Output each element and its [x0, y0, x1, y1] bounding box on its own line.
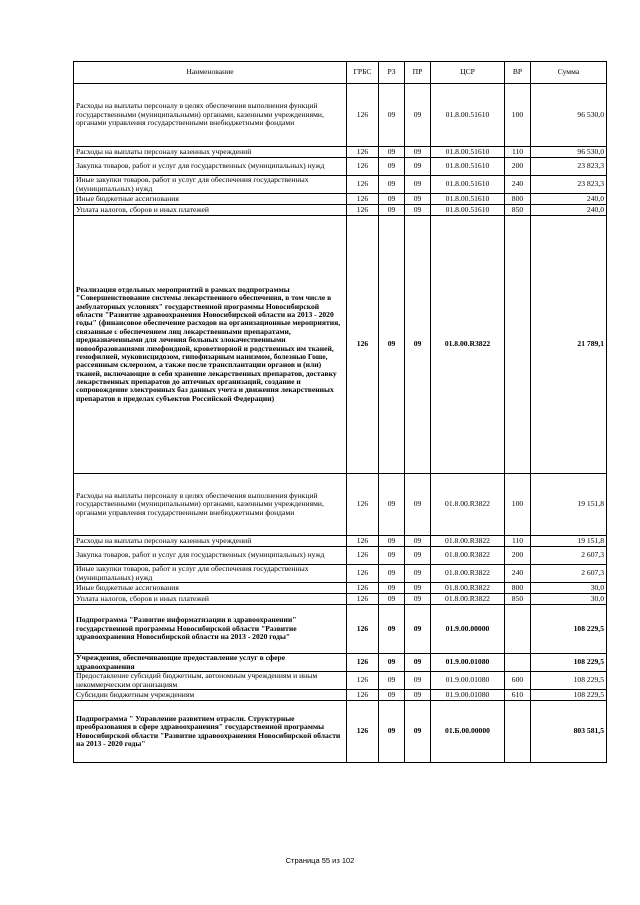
- cell-csr: 01.8.00.51610: [431, 205, 505, 216]
- cell-rz: 09: [379, 547, 405, 565]
- table-row: [74, 147, 607, 158]
- cell-grbs: 126: [347, 583, 379, 594]
- cell-grbs: 126: [347, 701, 379, 763]
- cell-sum: 23 823,3: [531, 158, 607, 176]
- table-row: [74, 547, 607, 565]
- header-rz: РЗ: [379, 62, 405, 84]
- cell-sum: 108 229,5: [531, 654, 607, 672]
- cell-rz: 09: [379, 176, 405, 194]
- cell-name: Подпрограмма " Управление развитием отрасли. Структурные преобразования в сфере здравоохранения" государственной программы Новосибирской области "Развитие здравоохранения Новосибирской области на 2013 - 2020 годы": [74, 701, 347, 763]
- table-row: [74, 216, 607, 474]
- cell-csr: 01.8.00.51610: [431, 194, 505, 205]
- cell-vr: 800: [505, 194, 531, 205]
- cell-grbs: 126: [347, 605, 379, 654]
- cell-sum: 108 229,5: [531, 672, 607, 690]
- cell-csr: 01.9.00.01080: [431, 672, 505, 690]
- cell-grbs: 126: [347, 690, 379, 701]
- cell-csr: 01.8.00.R3822: [431, 547, 505, 565]
- cell-pr: 09: [405, 147, 431, 158]
- header-sum: Сумма: [531, 62, 607, 84]
- cell-grbs: 126: [347, 672, 379, 690]
- cell-sum: 240,0: [531, 205, 607, 216]
- header-csr: ЦСР: [431, 62, 505, 84]
- cell-csr: 01.8.00.51610: [431, 84, 505, 147]
- cell-vr: [505, 654, 531, 672]
- cell-sum: 96 530,0: [531, 84, 607, 147]
- cell-sum: 96 530,0: [531, 147, 607, 158]
- cell-vr: 850: [505, 594, 531, 605]
- table-row: [74, 565, 607, 583]
- cell-pr: 09: [405, 594, 431, 605]
- cell-name: Иные закупки товаров, работ и услуг для обеспечения государственных (муниципальных) нужд: [74, 565, 347, 583]
- cell-csr: 01.9.00.01080: [431, 654, 505, 672]
- cell-name: Уплата налогов, сборов и иных платежей: [74, 594, 347, 605]
- table-row: [74, 176, 607, 194]
- cell-pr: 09: [405, 565, 431, 583]
- cell-pr: 09: [405, 205, 431, 216]
- cell-vr: [505, 701, 531, 763]
- cell-sum: 803 581,5: [531, 701, 607, 763]
- cell-grbs: 126: [347, 547, 379, 565]
- cell-grbs: 126: [347, 654, 379, 672]
- cell-csr: 01.Б.00.00000: [431, 701, 505, 763]
- cell-csr: 01.8.00.R3822: [431, 474, 505, 536]
- cell-name: Иные закупки товаров, работ и услуг для обеспечения государственных (муниципальных) нужд: [74, 176, 347, 194]
- cell-csr: 01.8.00.R3822: [431, 583, 505, 594]
- cell-name: Учреждения, обеспечивающие предоставление услуг в сфере здравоохранения: [74, 654, 347, 672]
- cell-pr: 09: [405, 84, 431, 147]
- table-row: [74, 583, 607, 594]
- cell-name: Иные бюджетные ассигнования: [74, 194, 347, 205]
- cell-name: Подпрограмма "Развитие информатизации в здравоохранении" государственной программы Новосибирской области "Развитие здравоохранения Новосибирской области на 2013 - 2020 годы": [74, 605, 347, 654]
- header-vr: ВР: [505, 62, 531, 84]
- cell-pr: 09: [405, 701, 431, 763]
- cell-pr: 09: [405, 194, 431, 205]
- page-footer: Страница 55 из 102: [285, 856, 355, 865]
- cell-pr: 09: [405, 605, 431, 654]
- cell-rz: 09: [379, 147, 405, 158]
- table-row: [74, 594, 607, 605]
- cell-sum: 108 229,5: [531, 690, 607, 701]
- cell-pr: 09: [405, 672, 431, 690]
- cell-pr: 09: [405, 583, 431, 594]
- cell-grbs: 126: [347, 194, 379, 205]
- header-grbs: ГРБС: [347, 62, 379, 84]
- cell-name: Уплата налогов, сборов и иных платежей: [74, 205, 347, 216]
- cell-csr: 01.8.00.51610: [431, 176, 505, 194]
- cell-csr: 01.9.00.01080: [431, 690, 505, 701]
- cell-rz: 09: [379, 205, 405, 216]
- cell-grbs: 126: [347, 147, 379, 158]
- cell-sum: 108 229,5: [531, 605, 607, 654]
- cell-grbs: 126: [347, 205, 379, 216]
- table-header-row: [74, 62, 607, 84]
- cell-vr: 610: [505, 690, 531, 701]
- cell-rz: 09: [379, 583, 405, 594]
- cell-vr: 800: [505, 583, 531, 594]
- cell-vr: 100: [505, 474, 531, 536]
- table-row: [74, 194, 607, 205]
- cell-csr: 01.8.00.R3822: [431, 594, 505, 605]
- table-row: [74, 672, 607, 690]
- cell-name: Закупка товаров, работ и услуг для государственных (муниципальных) нужд: [74, 158, 347, 176]
- cell-sum: 23 823,3: [531, 176, 607, 194]
- cell-vr: 110: [505, 536, 531, 547]
- cell-sum: 30,0: [531, 583, 607, 594]
- cell-grbs: 126: [347, 84, 379, 147]
- cell-grbs: 126: [347, 594, 379, 605]
- cell-name: Предоставление субсидий бюджетным, автономным учреждениям и иным некоммерческим организациям: [74, 672, 347, 690]
- table-row: [74, 205, 607, 216]
- cell-rz: 09: [379, 536, 405, 547]
- cell-sum: 240,0: [531, 194, 607, 205]
- cell-rz: 09: [379, 194, 405, 205]
- cell-vr: 850: [505, 205, 531, 216]
- cell-pr: 09: [405, 654, 431, 672]
- table-row: [74, 701, 607, 763]
- cell-rz: 09: [379, 216, 405, 474]
- cell-sum: 19 151,8: [531, 536, 607, 547]
- cell-name: Закупка товаров, работ и услуг для государственных (муниципальных) нужд: [74, 547, 347, 565]
- cell-pr: 09: [405, 690, 431, 701]
- cell-vr: 110: [505, 147, 531, 158]
- cell-vr: [505, 216, 531, 474]
- cell-csr: 01.8.00.R3822: [431, 565, 505, 583]
- table-row: [74, 536, 607, 547]
- cell-rz: 09: [379, 701, 405, 763]
- cell-pr: 09: [405, 158, 431, 176]
- cell-pr: 09: [405, 536, 431, 547]
- cell-rz: 09: [379, 605, 405, 654]
- cell-sum: 2 607,3: [531, 547, 607, 565]
- cell-name: Расходы на выплаты персоналу в целях обеспечения выполнения функций государственными (муниципальными) органами, казенными учреждениями, органами управления государственными внебюджетными фондами: [74, 474, 347, 536]
- cell-pr: 09: [405, 216, 431, 474]
- cell-csr: 01.8.00.51610: [431, 147, 505, 158]
- cell-rz: 09: [379, 474, 405, 536]
- table-row: [74, 158, 607, 176]
- table-row: [74, 605, 607, 654]
- cell-pr: 09: [405, 547, 431, 565]
- cell-rz: 09: [379, 84, 405, 147]
- table-row: [74, 654, 607, 672]
- cell-sum: 30,0: [531, 594, 607, 605]
- table-row: [74, 690, 607, 701]
- cell-name: Субсидии бюджетным учреждениям: [74, 690, 347, 701]
- cell-grbs: 126: [347, 158, 379, 176]
- cell-name: Иные бюджетные ассигнования: [74, 583, 347, 594]
- table-row: [74, 84, 607, 147]
- cell-rz: 09: [379, 672, 405, 690]
- cell-vr: [505, 605, 531, 654]
- cell-pr: 09: [405, 474, 431, 536]
- budget-table: [73, 61, 607, 763]
- cell-sum: 21 789,1: [531, 216, 607, 474]
- cell-vr: 200: [505, 158, 531, 176]
- header-pr: ПР: [405, 62, 431, 84]
- cell-pr: 09: [405, 176, 431, 194]
- cell-csr: 01.8.00.R3822: [431, 216, 505, 474]
- cell-grbs: 126: [347, 474, 379, 536]
- cell-name: Расходы на выплаты персоналу казенных учреждений: [74, 536, 347, 547]
- cell-sum: 19 151,8: [531, 474, 607, 536]
- cell-grbs: 126: [347, 536, 379, 547]
- header-name: Наименование: [74, 62, 347, 84]
- cell-csr: 01.8.00.51610: [431, 158, 505, 176]
- cell-vr: 200: [505, 547, 531, 565]
- cell-name: Реализация отдельных мероприятий в рамках подпрограммы "Совершенствование системы лекарственного обеспечения, в том числе в амбулаторных условиях" государственной программы Новосибирской области "Развитие здравоохранения Новосибирской области на 2013 - 2020 годы" (финансовое обеспечение расходов на организационные мероприятия, связанные с обеспечением лиц лекарственными препаратами, предназначенными для лечения больных злокачественными новообразованиями лимфоидной, кроветворной и родственных им тканей, гемофилией, муковисцидозом, гипофизарным нанизмом, болезнью Гоше, рассеянным склерозом, а также после трансплантации органов и (или) тканей, включающие в себя хранение лекарственных препаратов, доставку лекарственных препаратов до аптечных организаций, создание и сопровождение электронных баз данных учета и движения лекарственных препаратов в пределах субъектов Российской Федерации): [74, 216, 347, 474]
- cell-grbs: 126: [347, 565, 379, 583]
- cell-grbs: 126: [347, 216, 379, 474]
- table-row: [74, 474, 607, 536]
- cell-csr: 01.8.00.R3822: [431, 536, 505, 547]
- cell-name: Расходы на выплаты персоналу казенных учреждений: [74, 147, 347, 158]
- cell-rz: 09: [379, 158, 405, 176]
- cell-rz: 09: [379, 654, 405, 672]
- cell-name: Расходы на выплаты персоналу в целях обеспечения выполнения функций государственными (муниципальными) органами, казенными учреждениями, органами управления государственными внебюджетными фондами: [74, 84, 347, 147]
- cell-rz: 09: [379, 594, 405, 605]
- cell-grbs: 126: [347, 176, 379, 194]
- cell-csr: 01.9.00.00000: [431, 605, 505, 654]
- cell-vr: 600: [505, 672, 531, 690]
- cell-vr: 240: [505, 176, 531, 194]
- cell-vr: 100: [505, 84, 531, 147]
- cell-vr: 240: [505, 565, 531, 583]
- cell-sum: 2 607,3: [531, 565, 607, 583]
- cell-rz: 09: [379, 565, 405, 583]
- cell-rz: 09: [379, 690, 405, 701]
